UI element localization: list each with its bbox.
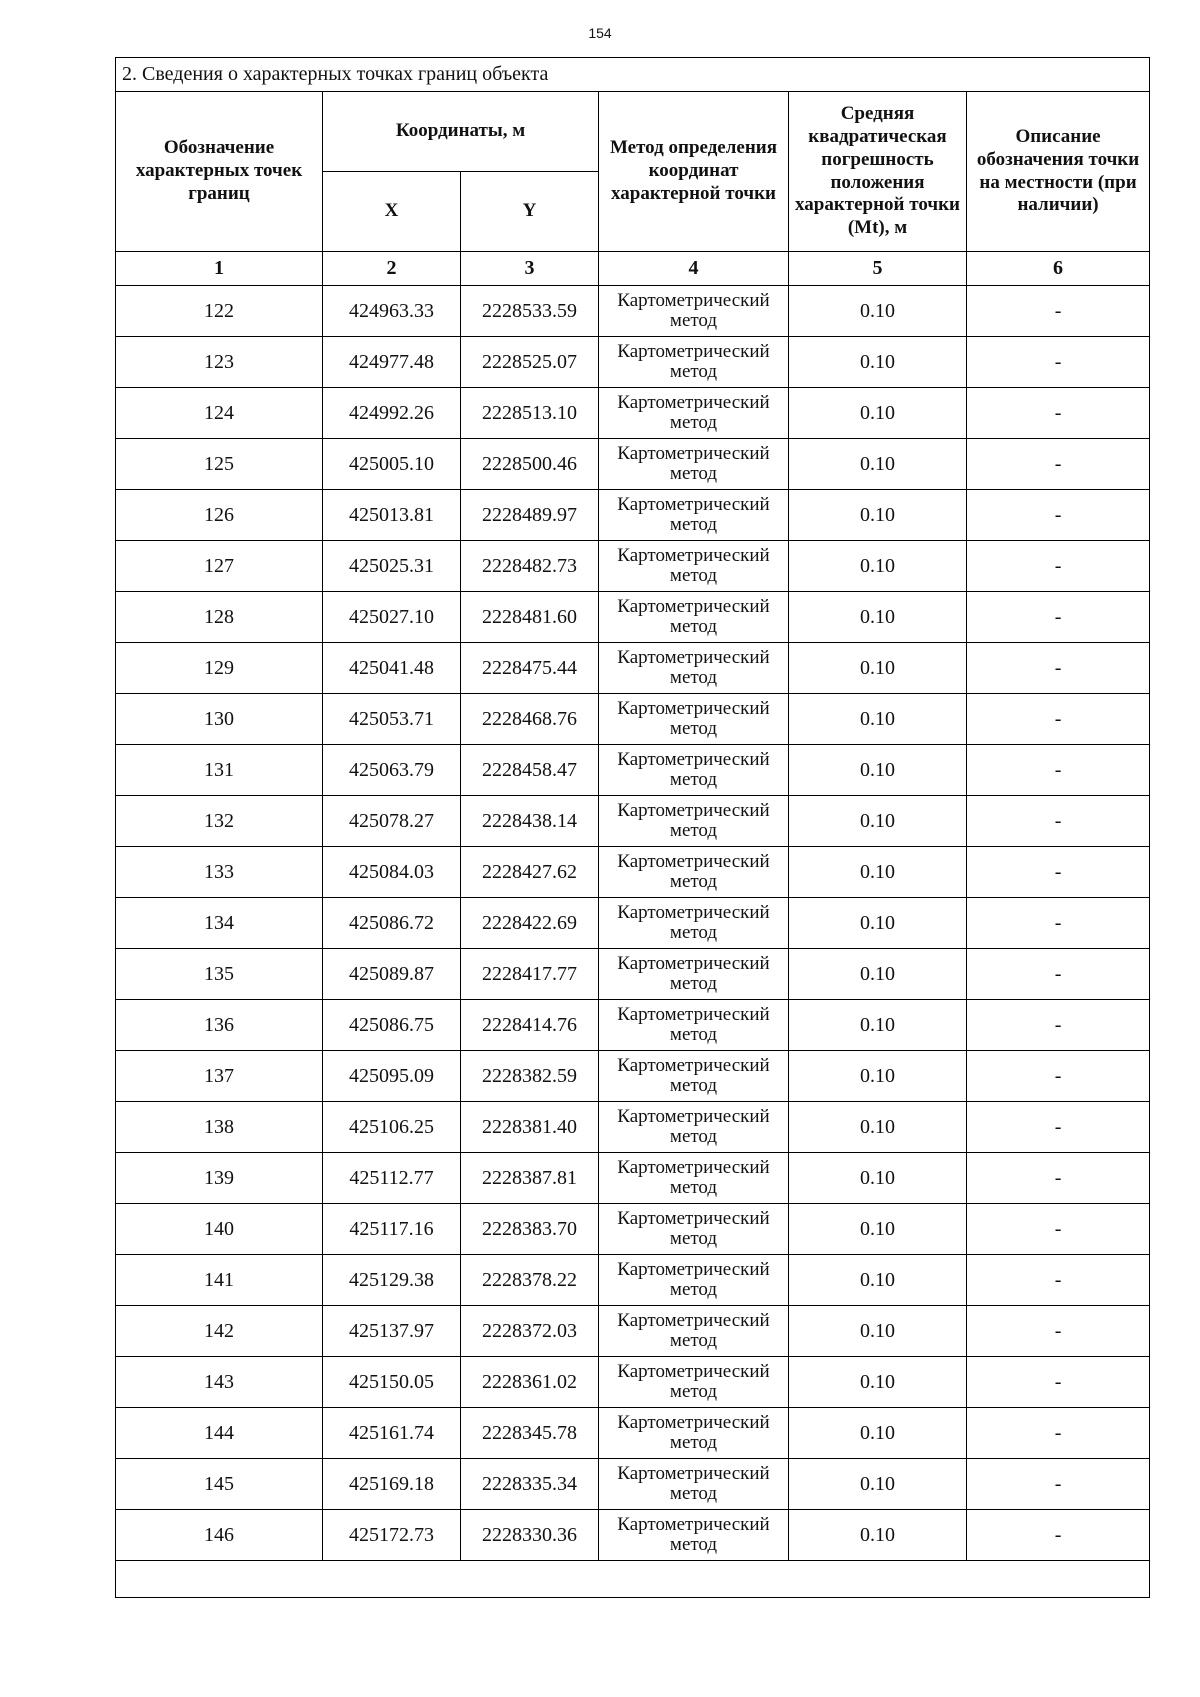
cell-error: 0.10: [789, 643, 967, 694]
cell-description: -: [967, 694, 1150, 745]
cell-method: Картометрический метод: [599, 1255, 789, 1306]
cell-method: Картометрический метод: [599, 1102, 789, 1153]
cell-description: -: [967, 541, 1150, 592]
cell-error: 0.10: [789, 1204, 967, 1255]
cell-description: -: [967, 949, 1150, 1000]
cell-y: 2228414.76: [461, 1000, 599, 1051]
table-row: [116, 286, 1150, 337]
cell-y: 2228458.47: [461, 745, 599, 796]
cell-method: Картометрический метод: [599, 337, 789, 388]
header-coordinates: Координаты, м: [323, 92, 599, 172]
cell-method: Картометрический метод: [599, 1051, 789, 1102]
cell-method: Картометрический метод: [599, 1000, 789, 1051]
table-row: [116, 439, 1150, 490]
cell-description: -: [967, 1408, 1150, 1459]
cell-method: Картометрический метод: [599, 1153, 789, 1204]
cell-x: 425169.18: [323, 1459, 461, 1510]
cell-point: 144: [116, 1408, 323, 1459]
cell-y: 2228378.22: [461, 1255, 599, 1306]
cell-point: 143: [116, 1357, 323, 1408]
cell-description: -: [967, 286, 1150, 337]
cell-x: 424977.48: [323, 337, 461, 388]
cell-y: 2228525.07: [461, 337, 599, 388]
cell-y: 2228381.40: [461, 1102, 599, 1153]
cell-point: 145: [116, 1459, 323, 1510]
cell-method: Картометрический метод: [599, 1459, 789, 1510]
table-row: [116, 643, 1150, 694]
column-number-row: [116, 252, 1150, 286]
cell-y: 2228387.81: [461, 1153, 599, 1204]
cell-error: 0.10: [789, 898, 967, 949]
cell-error: 0.10: [789, 796, 967, 847]
column-number: 5: [789, 252, 967, 286]
cell-point: 124: [116, 388, 323, 439]
cell-point: 135: [116, 949, 323, 1000]
cell-point: 133: [116, 847, 323, 898]
cell-point: 123: [116, 337, 323, 388]
cell-description: -: [967, 1051, 1150, 1102]
cell-error: 0.10: [789, 1153, 967, 1204]
cell-error: 0.10: [789, 337, 967, 388]
cell-description: -: [967, 898, 1150, 949]
cell-x: 425086.75: [323, 1000, 461, 1051]
cell-description: -: [967, 1153, 1150, 1204]
table-row: [116, 592, 1150, 643]
cell-description: -: [967, 1255, 1150, 1306]
cell-x: 425013.81: [323, 490, 461, 541]
cell-method: Картометрический метод: [599, 1204, 789, 1255]
cell-point: 146: [116, 1510, 323, 1561]
cell-error: 0.10: [789, 1459, 967, 1510]
cell-x: 425084.03: [323, 847, 461, 898]
cell-point: 138: [116, 1102, 323, 1153]
column-number: 4: [599, 252, 789, 286]
cell-method: Картометрический метод: [599, 541, 789, 592]
cell-error: 0.10: [789, 1357, 967, 1408]
cell-method: Картометрический метод: [599, 592, 789, 643]
cell-method: Картометрический метод: [599, 1510, 789, 1561]
cell-error: 0.10: [789, 1102, 967, 1153]
cell-x: 425112.77: [323, 1153, 461, 1204]
cell-error: 0.10: [789, 949, 967, 1000]
cell-error: 0.10: [789, 847, 967, 898]
cell-y: 2228500.46: [461, 439, 599, 490]
cell-y: 2228361.02: [461, 1357, 599, 1408]
header-designation: Обозначение характерных точек границ: [116, 92, 323, 252]
cell-error: 0.10: [789, 490, 967, 541]
column-number: 6: [967, 252, 1150, 286]
cell-error: 0.10: [789, 694, 967, 745]
cell-x: 425025.31: [323, 541, 461, 592]
cell-y: 2228417.77: [461, 949, 599, 1000]
table-row: [116, 1255, 1150, 1306]
cell-x: 425161.74: [323, 1408, 461, 1459]
cell-description: -: [967, 1357, 1150, 1408]
cell-point: 134: [116, 898, 323, 949]
cell-description: -: [967, 592, 1150, 643]
table-row: [116, 490, 1150, 541]
column-number: 3: [461, 252, 599, 286]
cell-description: -: [967, 643, 1150, 694]
cell-point: 141: [116, 1255, 323, 1306]
table-row: [116, 337, 1150, 388]
cell-x: 425005.10: [323, 439, 461, 490]
cell-method: Картометрический метод: [599, 286, 789, 337]
cell-y: 2228475.44: [461, 643, 599, 694]
table-row: [116, 1510, 1150, 1561]
cell-y: 2228422.69: [461, 898, 599, 949]
cell-method: Картометрический метод: [599, 1306, 789, 1357]
header-method: Метод определения координат характерной точки: [599, 92, 789, 252]
cell-y: 2228383.70: [461, 1204, 599, 1255]
cell-error: 0.10: [789, 1000, 967, 1051]
cell-x: 425053.71: [323, 694, 461, 745]
table-row: [116, 1204, 1150, 1255]
cell-description: -: [967, 1306, 1150, 1357]
cell-point: 142: [116, 1306, 323, 1357]
cell-y: 2228438.14: [461, 796, 599, 847]
cell-point: 129: [116, 643, 323, 694]
cell-error: 0.10: [789, 1306, 967, 1357]
table-row: [116, 388, 1150, 439]
cell-point: 132: [116, 796, 323, 847]
cell-method: Картометрический метод: [599, 643, 789, 694]
cell-y: 2228513.10: [461, 388, 599, 439]
cell-y: 2228482.73: [461, 541, 599, 592]
cell-y: 2228345.78: [461, 1408, 599, 1459]
cell-y: 2228382.59: [461, 1051, 599, 1102]
cell-method: Картометрический метод: [599, 694, 789, 745]
cell-x: 424992.26: [323, 388, 461, 439]
cell-description: -: [967, 745, 1150, 796]
page-number: 154: [588, 25, 612, 41]
cell-method: Картометрический метод: [599, 490, 789, 541]
header-x: X: [323, 172, 461, 252]
cell-x: 425095.09: [323, 1051, 461, 1102]
cell-point: 125: [116, 439, 323, 490]
table-body: [116, 58, 1150, 1598]
cell-error: 0.10: [789, 286, 967, 337]
cell-error: 0.10: [789, 1255, 967, 1306]
table-row: [116, 1153, 1150, 1204]
table-row: [116, 694, 1150, 745]
section-title-row: [116, 58, 1150, 92]
table-row: [116, 1000, 1150, 1051]
header-description: Описание обозначения точки на местности (при наличии): [967, 92, 1150, 252]
cell-x: 425150.05: [323, 1357, 461, 1408]
table-row: [116, 1102, 1150, 1153]
cell-error: 0.10: [789, 745, 967, 796]
table-row: [116, 898, 1150, 949]
cell-point: 137: [116, 1051, 323, 1102]
cell-method: Картометрический метод: [599, 898, 789, 949]
table-row: [116, 1357, 1150, 1408]
cell-description: -: [967, 490, 1150, 541]
cell-point: 128: [116, 592, 323, 643]
empty-row: [116, 1561, 1150, 1598]
cell-y: 2228330.36: [461, 1510, 599, 1561]
table-row: [116, 1306, 1150, 1357]
cell-x: 424963.33: [323, 286, 461, 337]
cell-method: Картометрический метод: [599, 745, 789, 796]
cell-method: Картометрический метод: [599, 388, 789, 439]
column-number: 2: [323, 252, 461, 286]
cell-x: 425137.97: [323, 1306, 461, 1357]
cell-method: Картометрический метод: [599, 847, 789, 898]
empty-cell: [116, 1561, 1150, 1598]
table-row: [116, 949, 1150, 1000]
table-row: [116, 541, 1150, 592]
cell-description: -: [967, 388, 1150, 439]
boundary-points-table: [115, 57, 1150, 1598]
cell-x: 425063.79: [323, 745, 461, 796]
table-row: [116, 1459, 1150, 1510]
cell-x: 425172.73: [323, 1510, 461, 1561]
cell-error: 0.10: [789, 541, 967, 592]
cell-description: -: [967, 1102, 1150, 1153]
header-y: Y: [461, 172, 599, 252]
table-row: [116, 1051, 1150, 1102]
cell-error: 0.10: [789, 592, 967, 643]
cell-point: 130: [116, 694, 323, 745]
table-row: [116, 745, 1150, 796]
cell-method: Картометрический метод: [599, 439, 789, 490]
cell-error: 0.10: [789, 1408, 967, 1459]
column-number: 1: [116, 252, 323, 286]
cell-y: 2228468.76: [461, 694, 599, 745]
cell-description: -: [967, 847, 1150, 898]
cell-description: -: [967, 1510, 1150, 1561]
table-row: [116, 847, 1150, 898]
cell-x: 425129.38: [323, 1255, 461, 1306]
cell-y: 2228372.03: [461, 1306, 599, 1357]
cell-method: Картометрический метод: [599, 949, 789, 1000]
cell-error: 0.10: [789, 439, 967, 490]
cell-x: 425106.25: [323, 1102, 461, 1153]
cell-point: 122: [116, 286, 323, 337]
cell-error: 0.10: [789, 388, 967, 439]
cell-y: 2228335.34: [461, 1459, 599, 1510]
cell-description: -: [967, 1459, 1150, 1510]
section-title: 2. Сведения о характерных точках границ объекта: [116, 58, 1150, 92]
cell-x: 425089.87: [323, 949, 461, 1000]
cell-error: 0.10: [789, 1051, 967, 1102]
cell-point: 126: [116, 490, 323, 541]
table-row: [116, 1408, 1150, 1459]
table-row: [116, 796, 1150, 847]
cell-description: -: [967, 1000, 1150, 1051]
cell-description: -: [967, 337, 1150, 388]
cell-y: 2228533.59: [461, 286, 599, 337]
cell-y: 2228489.97: [461, 490, 599, 541]
cell-description: -: [967, 439, 1150, 490]
cell-x: 425078.27: [323, 796, 461, 847]
cell-x: 425027.10: [323, 592, 461, 643]
header-error: Средняя квадратическая погрешность положения характерной точки (Mt), м: [789, 92, 967, 252]
cell-x: 425117.16: [323, 1204, 461, 1255]
cell-point: 131: [116, 745, 323, 796]
cell-description: -: [967, 796, 1150, 847]
cell-point: 139: [116, 1153, 323, 1204]
cell-point: 127: [116, 541, 323, 592]
cell-x: 425086.72: [323, 898, 461, 949]
cell-method: Картометрический метод: [599, 796, 789, 847]
cell-x: 425041.48: [323, 643, 461, 694]
cell-point: 140: [116, 1204, 323, 1255]
cell-y: 2228481.60: [461, 592, 599, 643]
cell-point: 136: [116, 1000, 323, 1051]
cell-y: 2228427.62: [461, 847, 599, 898]
header-row-top: [116, 92, 1150, 172]
cell-description: -: [967, 1204, 1150, 1255]
cell-method: Картометрический метод: [599, 1408, 789, 1459]
cell-method: Картометрический метод: [599, 1357, 789, 1408]
cell-error: 0.10: [789, 1510, 967, 1561]
